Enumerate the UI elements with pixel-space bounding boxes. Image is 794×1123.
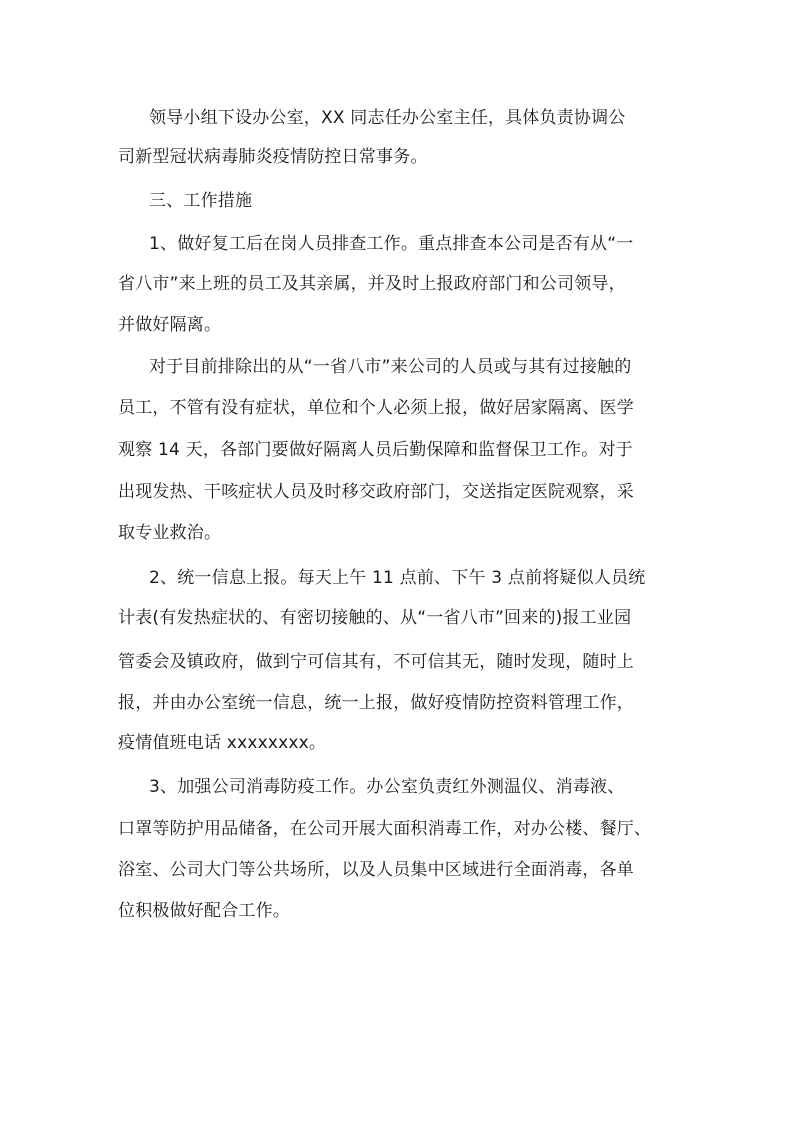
text-line: 省八市”来上班的员工及其亲属，并及时上报政府部门和公司领导， (118, 274, 626, 294)
text-line: 疫情值班电话 xxxxxxxx。 (118, 733, 327, 753)
text-line: 口罩等防护用品储备，在公司开展大面积消毒工作，对办公楼、餐厅、 (118, 819, 652, 839)
text-line: 3、加强公司消毒防疫工作。办公室负责红外测温仪、消毒液、 (149, 777, 625, 797)
text-line: 员工，不管有没有症状，单位和个人必须上报，做好居家隔离、医学 (118, 398, 634, 418)
text-line: 1、做好复工后在岗人员排查工作。重点排查本公司是否有从“一 (149, 234, 634, 254)
text-line: 司新型冠状病毒肺炎疫情防控日常事务。 (118, 147, 428, 167)
heading-text: 三、工作措施 (149, 191, 253, 211)
text-line: 计表(有发热症状的、有密切接触的、从“一省八市”回来的)报工业园 (118, 608, 632, 628)
text-line: 报，并由办公室统一信息，统一上报，做好疫情防控资料管理工作， (118, 693, 634, 713)
text-line: 位积极做好配合工作。 (118, 901, 290, 921)
text-line: 浴室、公司大门等公共场所，以及人员集中区域进行全面消毒，各单 (118, 860, 634, 880)
text-line: 对于目前排除出的从“一省八市”来公司的人员或与其有过接触的 (149, 357, 632, 377)
text-line: 2、统一信息上报。每天上午 11 点前、下午 3 点前将疑似人员统 (149, 568, 646, 588)
text-line: 观察 14 天，各部门要做好隔离人员后勤保障和监督保卫工作。对于 (118, 440, 633, 460)
text-line: 管委会及镇政府，做到宁可信其有，不可信其无，随时发现，随时上 (118, 652, 634, 672)
text-line: 出现发热、干咳症状人员及时移交政府部门，交送指定医院观察，采 (118, 482, 634, 502)
text-line: 取专业救治。 (118, 523, 222, 543)
text-line: 并做好隔离。 (118, 315, 222, 335)
text-line: 领导小组下设办公室，XX 同志任办公室主任，具体负责协调公 (149, 108, 626, 128)
